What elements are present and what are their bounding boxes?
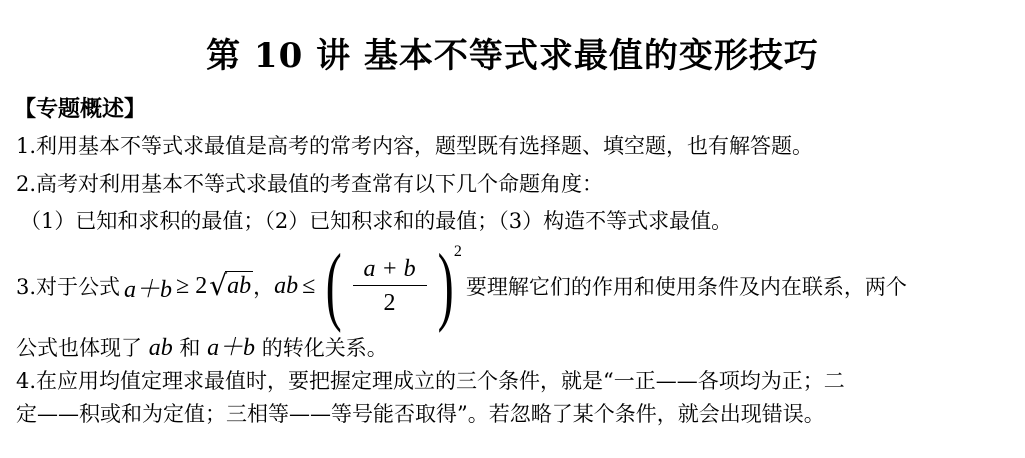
sqrt-expression — [209, 271, 253, 301]
ineq1-left: a＋b — [124, 276, 173, 303]
paragraph-line-2: 2.高考对利用基本不等式求最值的考查常有以下几个命题角度： — [16, 172, 604, 196]
fraction-numerator: a + b — [363, 255, 416, 282]
item3-suffix: 要理解它们的作用和使用条件及内在联系，两个 — [465, 275, 907, 299]
paragraph-line-4b: 定——积或和为定值；三相等——等号能否取得”。若忽略了某个条件，就会出现错误。 — [16, 402, 825, 426]
formula-separator: ， — [253, 275, 275, 299]
item3-prefix: 3.对于公式 — [16, 275, 121, 299]
fraction-denominator: 2 — [383, 289, 396, 316]
cont-a-plus-b: a＋b — [207, 335, 256, 361]
cont-text-b: 和 — [179, 336, 208, 360]
parenthesized-fraction — [319, 237, 462, 334]
right-paren: ) — [437, 237, 454, 334]
formula-line — [16, 237, 907, 334]
cont-text-c: 的转化关系。 — [261, 336, 388, 360]
fraction — [353, 256, 427, 317]
section-heading: 【专题概述】 — [14, 96, 147, 122]
radical-sign: √ — [209, 269, 228, 302]
paragraph-line-3: （1）已知和求积的最值；（2）已知积求和的最值；（3）构造不等式求最值。 — [20, 209, 733, 233]
cont-text-a: 公式也体现了 — [16, 336, 142, 360]
paragraph-line-4a: 4.在应用均值定理求最值时，要把握定理成立的三个条件，就是“一正——各项均为正；二 — [16, 369, 845, 393]
cont-ab: ab — [148, 335, 173, 361]
ineq2-left: ab — [274, 272, 299, 299]
sqrt-radicand: ab — [227, 273, 252, 299]
exponent: 2 — [453, 243, 462, 260]
page-title: 第 10 讲 基本不等式求最值的变形技巧 — [206, 36, 819, 76]
paragraph-line-3-continued — [16, 336, 388, 360]
ineq1-op: ≥ 2 — [176, 272, 208, 299]
paragraph-line-1: 1.利用基本不等式求最值是高考的常考内容，题型既有选择题、填空题，也有解答题。 — [16, 134, 814, 158]
ineq2-op: ≤ — [302, 272, 316, 299]
left-paren: ( — [325, 237, 342, 334]
